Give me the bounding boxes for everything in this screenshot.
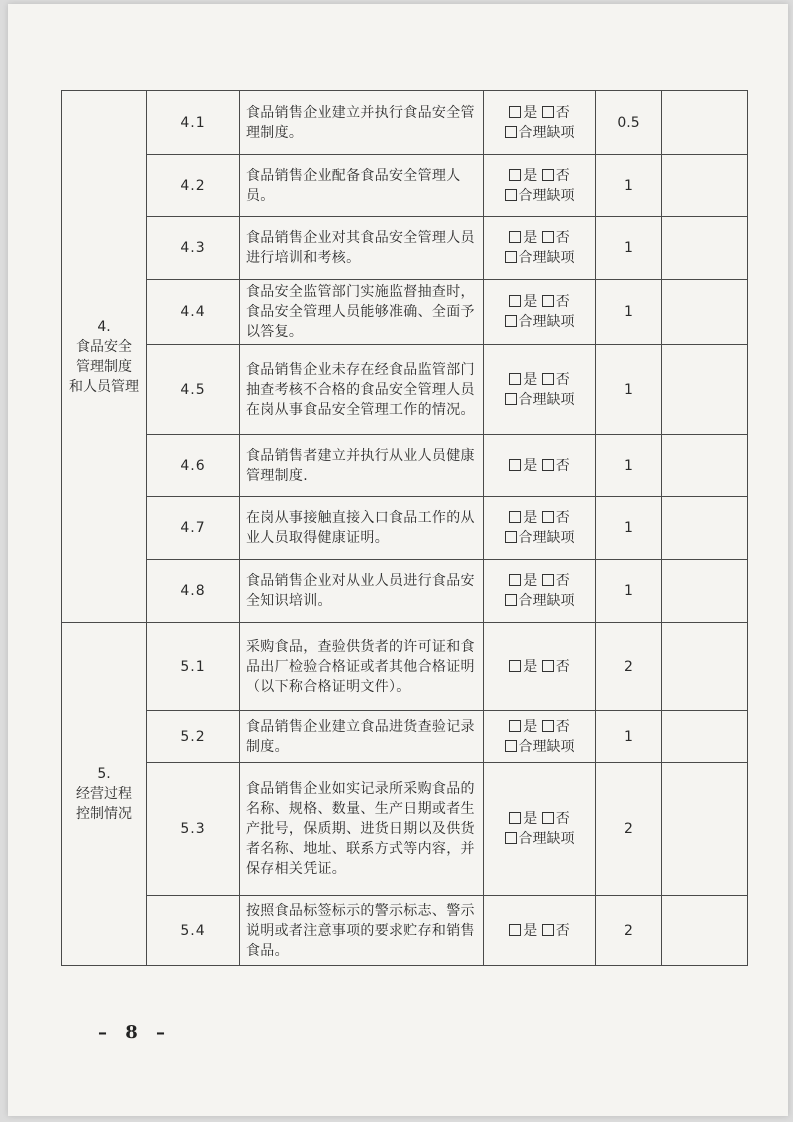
inspection-table [61,90,748,966]
no-checkbox[interactable] [542,811,570,827]
yes-checkbox[interactable] [509,659,537,675]
reasonable-missing-checkbox-label: 合理缺项 [518,187,575,204]
item-code: 4.4 [147,280,240,345]
category-line: 经营过程 [76,786,132,802]
reasonable-missing-checkbox-label: 合理缺项 [518,250,575,266]
table-row [62,560,748,623]
reasonable-missing-checkbox-label: 合理缺项 [518,530,575,546]
options-cell [484,91,596,155]
reasonable-missing-checkbox-label: 合理缺项 [518,124,575,141]
item-description: 食品销售企业配备食品安全管理人员。 [240,155,484,217]
result-cell[interactable] [662,763,748,896]
options-cell [484,711,596,763]
result-cell[interactable] [662,896,748,966]
result-cell[interactable] [662,91,748,155]
table-row [62,497,748,560]
item-description: 食品安全监管部门实施监督抽查时，食品安全管理人员能够准确、全面予以答复。 [240,280,484,345]
category-line: 5. [97,766,111,782]
checkbox-icon[interactable] [509,373,521,385]
result-cell[interactable] [662,497,748,560]
reasonable-missing-checkbox[interactable] [505,392,575,408]
checkbox-icon[interactable] [542,660,554,672]
checkbox-icon[interactable] [509,511,521,523]
result-cell[interactable] [662,280,748,345]
reasonable-missing-checkbox[interactable] [505,250,575,266]
table-row [62,155,748,217]
category-cell [62,91,147,623]
result-cell[interactable] [662,345,748,435]
reasonable-missing-checkbox-label: 合理缺项 [518,314,575,330]
no-checkbox[interactable] [542,719,570,735]
score-cell: 1 [596,711,662,763]
score-cell: 1 [596,155,662,217]
checkbox-icon[interactable] [509,812,521,824]
checkbox-icon[interactable] [505,393,517,405]
checkbox-icon[interactable] [509,169,521,181]
score-cell: 1 [596,435,662,497]
score-cell: 1 [596,560,662,623]
reasonable-missing-checkbox-label: 合理缺项 [518,391,575,408]
checkbox-icon[interactable] [542,720,554,732]
checkbox-icon[interactable] [542,574,554,586]
score-cell: 2 [596,623,662,711]
reasonable-missing-checkbox[interactable] [505,314,575,330]
yes-checkbox-label: 是 [523,573,538,589]
reasonable-missing-checkbox[interactable] [505,125,575,141]
options-cell [484,623,596,711]
score-cell: 1 [596,497,662,560]
no-checkbox-label: 否 [555,811,570,827]
checkbox-icon[interactable] [542,459,554,471]
yes-checkbox[interactable] [509,105,537,121]
reasonable-missing-checkbox-label: 合理缺项 [518,593,575,609]
score-cell: 1 [596,280,662,345]
yes-checkbox-label: 是 [523,167,538,184]
options-cell [484,155,596,217]
no-checkbox[interactable] [542,573,570,589]
no-checkbox-label: 否 [555,510,570,526]
checkbox-icon[interactable] [542,231,554,243]
item-description: 食品销售企业建立食品进货查验记录制度。 [240,711,484,763]
yes-checkbox[interactable] [509,923,537,939]
options-cell [484,345,596,435]
checkbox-icon[interactable] [509,459,521,471]
category-line: 控制情况 [76,806,132,822]
no-checkbox[interactable] [542,168,570,184]
checkbox-icon[interactable] [509,231,521,243]
score-cell: 0.5 [596,91,662,155]
item-description: 食品销售企业对从业人员进行食品安全知识培训。 [240,560,484,623]
no-checkbox[interactable] [542,294,570,310]
yes-checkbox[interactable] [509,458,537,474]
no-checkbox-label: 否 [555,294,570,310]
yes-checkbox[interactable] [509,294,537,310]
score-cell: 1 [596,345,662,435]
category-line: 4. [97,318,111,335]
yes-checkbox-label: 是 [523,718,538,735]
options-cell [484,896,596,966]
no-checkbox-label: 否 [555,230,570,246]
category-line: 管理制度 [76,358,132,375]
page-number: – 8 – [98,1022,172,1043]
no-checkbox[interactable] [542,458,570,474]
reasonable-missing-checkbox[interactable] [505,739,575,755]
reasonable-missing-checkbox[interactable] [505,593,575,609]
checkbox-icon[interactable] [542,295,554,307]
item-description: 在岗从事接触直接入口食品工作的从业人员取得健康证明。 [240,497,484,560]
checkbox-icon[interactable] [509,720,521,732]
item-description: 食品销售企业建立并执行食品安全管理制度。 [240,91,484,155]
item-code: 5.2 [147,711,240,763]
result-cell[interactable] [662,623,748,711]
no-checkbox-label: 否 [555,658,570,675]
checkbox-icon[interactable] [542,812,554,824]
item-description: 食品销售企业未存在经食品监管部门抽查考核不合格的食品安全管理人员在岗从事食品安全管理工作的情况。 [240,345,484,435]
checkbox-icon[interactable] [542,373,554,385]
reasonable-missing-checkbox-label: 合理缺项 [518,738,575,755]
item-code: 5.1 [147,623,240,711]
options-cell [484,217,596,280]
item-code: 4.7 [147,497,240,560]
item-code: 5.3 [147,763,240,896]
checkbox-icon[interactable] [505,740,517,752]
category-cell [62,623,147,966]
yes-checkbox[interactable] [509,719,537,735]
item-description: 按照食品标签标示的警示标志、警示说明或者注意事项的要求贮存和销售食品。 [240,896,484,966]
document-page [8,4,788,1116]
item-description: 食品销售者建立并执行从业人员健康管理制度. [240,435,484,497]
reasonable-missing-checkbox[interactable] [505,188,575,204]
result-cell[interactable] [662,435,748,497]
table-row [62,896,748,966]
yes-checkbox[interactable] [509,573,537,589]
no-checkbox-label: 否 [555,371,570,388]
no-checkbox[interactable] [542,230,570,246]
score-cell: 2 [596,896,662,966]
checkbox-icon[interactable] [505,126,517,138]
no-checkbox[interactable] [542,510,570,526]
checkbox-icon[interactable] [505,189,517,201]
checkbox-icon[interactable] [509,295,521,307]
item-description: 食品销售企业对其食品安全管理人员进行培训和考核。 [240,217,484,280]
checkbox-icon[interactable] [505,531,517,543]
score-cell: 1 [596,217,662,280]
yes-checkbox[interactable] [509,811,537,827]
result-cell[interactable] [662,217,748,280]
item-code: 4.3 [147,217,240,280]
yes-checkbox-label: 是 [523,457,538,474]
no-checkbox[interactable] [542,105,570,121]
checkbox-icon[interactable] [542,924,554,936]
options-cell [484,497,596,560]
options-cell [484,435,596,497]
yes-checkbox-label: 是 [523,230,538,246]
yes-checkbox[interactable] [509,168,537,184]
item-code: 5.4 [147,896,240,966]
result-cell[interactable] [662,711,748,763]
no-checkbox-label: 否 [555,922,570,939]
table-row [62,91,748,155]
item-code: 4.5 [147,345,240,435]
table-row [62,345,748,435]
checkbox-icon[interactable] [509,106,521,118]
yes-checkbox[interactable] [509,230,537,246]
checkbox-icon[interactable] [505,251,517,263]
table-row [62,623,748,711]
result-cell[interactable] [662,560,748,623]
no-checkbox-label: 否 [555,573,570,589]
no-checkbox-label: 否 [555,104,570,121]
category-line: 食品安全 [76,338,132,355]
table-row [62,217,748,280]
checkbox-icon[interactable] [542,106,554,118]
no-checkbox[interactable] [542,923,570,939]
item-code: 4.2 [147,155,240,217]
checkbox-icon[interactable] [509,574,521,586]
yes-checkbox-label: 是 [523,922,538,939]
table-row [62,711,748,763]
yes-checkbox-label: 是 [523,658,538,675]
item-description: 食品销售企业如实记录所采购食品的名称、规格、数量、生产日期或者生产批号，保质期、进货日期以及供货者名称、地址、联系方式等内容，并保存相关凭证。 [240,763,484,896]
result-cell[interactable] [662,155,748,217]
reasonable-missing-checkbox[interactable] [505,530,575,546]
item-description: 采购食品，查验供货者的许可证和食品出厂检验合格证或者其他合格证明（以下称合格证明文件）。 [240,623,484,711]
no-checkbox-label: 否 [555,457,570,474]
category-line: 和人员管理 [69,378,139,395]
checkbox-icon[interactable] [542,169,554,181]
checkbox-icon[interactable] [505,315,517,327]
item-code: 4.8 [147,560,240,623]
item-code: 4.1 [147,91,240,155]
yes-checkbox-label: 是 [523,510,538,526]
yes-checkbox-label: 是 [523,294,538,310]
yes-checkbox-label: 是 [523,811,538,827]
no-checkbox-label: 否 [555,718,570,735]
score-cell: 2 [596,763,662,896]
checkbox-icon[interactable] [505,594,517,606]
options-cell [484,560,596,623]
yes-checkbox[interactable] [509,510,537,526]
yes-checkbox[interactable] [509,372,537,388]
options-cell [484,763,596,896]
checkbox-icon[interactable] [505,832,517,844]
checkbox-icon[interactable] [509,924,521,936]
options-cell [484,280,596,345]
table-row [62,435,748,497]
yes-checkbox-label: 是 [523,371,538,388]
table-row [62,280,748,345]
item-code: 4.6 [147,435,240,497]
table-row [62,763,748,896]
no-checkbox[interactable] [542,372,570,388]
reasonable-missing-checkbox[interactable] [505,831,575,847]
checkbox-icon[interactable] [542,511,554,523]
yes-checkbox-label: 是 [523,104,538,121]
reasonable-missing-checkbox-label: 合理缺项 [518,831,575,847]
no-checkbox-label: 否 [555,167,570,184]
checkbox-icon[interactable] [509,660,521,672]
no-checkbox[interactable] [542,659,570,675]
